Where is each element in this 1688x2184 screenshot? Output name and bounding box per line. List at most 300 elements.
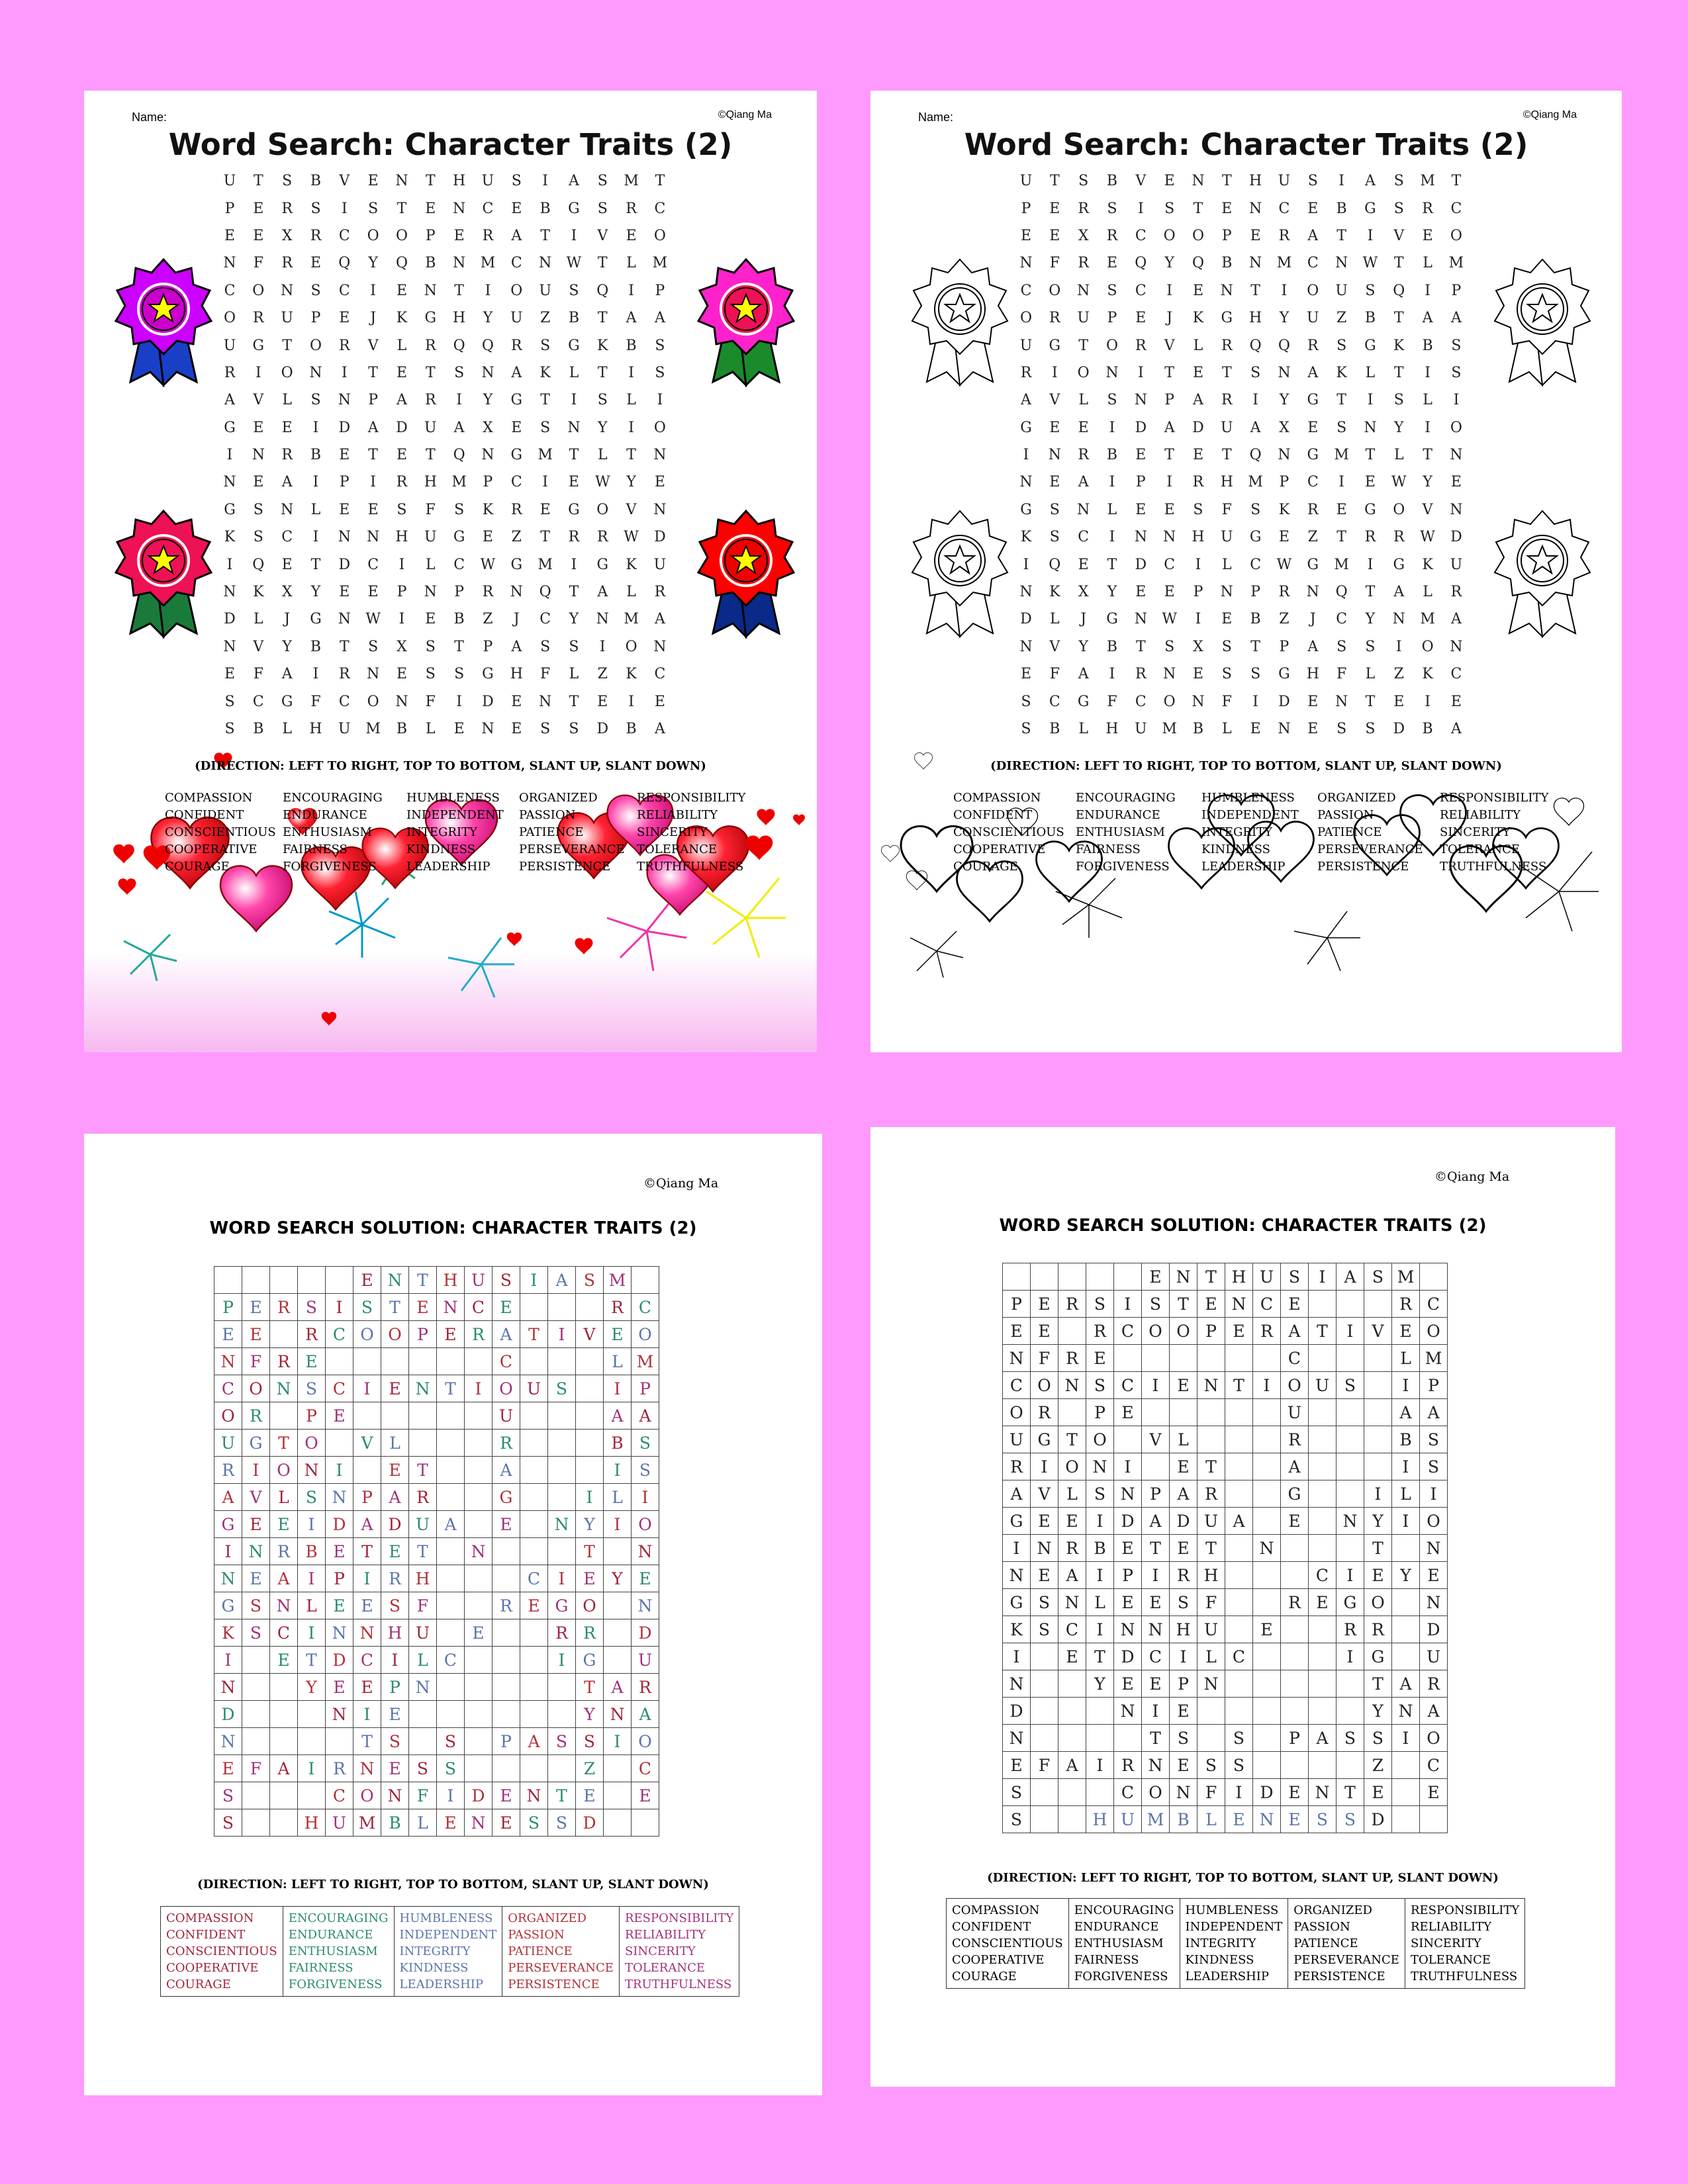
- grid-letter: E: [396, 447, 407, 464]
- solution-cell: I: [1392, 1372, 1420, 1399]
- grid-letter: I: [370, 282, 376, 299]
- grid-letter: G: [310, 611, 322, 628]
- grid-letter: N: [281, 282, 294, 299]
- solution-cell: E: [1058, 1643, 1086, 1670]
- grid-letter: L: [626, 584, 636, 601]
- grid-letter: J: [513, 611, 520, 628]
- solution-cell: T: [576, 1538, 604, 1565]
- solution-cell: [409, 1701, 437, 1728]
- grid-letter: P: [483, 638, 493, 655]
- rosette-icon: [698, 259, 794, 385]
- solution-cell: S: [1420, 1426, 1448, 1453]
- word-item: RELIABILITY: [624, 1928, 706, 1942]
- solution-cell: T: [1170, 1291, 1197, 1318]
- solution-cell: E: [1031, 1318, 1058, 1345]
- solution-cell: A: [1336, 1263, 1364, 1291]
- solution-cell: [492, 1755, 520, 1782]
- grid-letter: O: [1049, 282, 1061, 299]
- solution-cell: A: [353, 1511, 381, 1538]
- grid-letter: L: [597, 447, 608, 464]
- solution-row: [1003, 1426, 1448, 1453]
- grid-letter: G: [568, 337, 580, 354]
- solution-cell: N: [270, 1375, 298, 1402]
- grid-letter: I: [1195, 611, 1201, 628]
- grid-letter: I: [657, 392, 663, 409]
- word-item: ENTHUSIASM: [283, 825, 372, 839]
- grid-letter: Q: [1278, 337, 1290, 354]
- grid-letter: E: [224, 227, 236, 244]
- word-item: ENDURANCE: [288, 1928, 373, 1942]
- grid-letter: T: [1336, 392, 1346, 409]
- grid-letter: N: [1450, 447, 1463, 464]
- grid-letter: I: [399, 556, 405, 573]
- grid-row: [216, 332, 673, 359]
- solution-cell: N: [409, 1674, 437, 1701]
- solution-cell: E: [381, 1538, 409, 1565]
- solution-cell: [1420, 1806, 1448, 1833]
- solution-cell: U: [214, 1430, 242, 1457]
- grid-letter: N: [567, 419, 581, 436]
- solution-row: [214, 1430, 659, 1457]
- grid-letter: K: [539, 364, 551, 381]
- solution-cell: [1170, 1399, 1197, 1426]
- solution-cell: C: [1114, 1372, 1142, 1399]
- grid-letter: I: [255, 364, 261, 381]
- grid-letter: N: [481, 364, 494, 381]
- grid-letter: H: [1105, 721, 1119, 737]
- word-item: HUMBLENESS: [399, 1911, 493, 1925]
- grid-letter: E: [396, 364, 407, 381]
- solution-cell: S: [1170, 1725, 1197, 1752]
- rosette-icon: [116, 259, 211, 385]
- grid-letter: O: [367, 227, 379, 244]
- grid-letter: T: [569, 447, 579, 464]
- grid-row: [1013, 660, 1470, 688]
- solution-cell: S: [298, 1294, 326, 1321]
- word-item: ENCOURAGING: [1076, 791, 1176, 805]
- grid-letter: R: [568, 529, 580, 546]
- grid-letter: P: [1279, 474, 1289, 491]
- solution-cell: I: [1114, 1453, 1142, 1480]
- solution-cell: B: [604, 1430, 632, 1457]
- grid-letter: M: [538, 556, 553, 573]
- grid-letter: R: [339, 337, 350, 354]
- grid-letter: M: [1420, 173, 1435, 190]
- grid-letter: U: [223, 173, 236, 190]
- solution-cell: T: [270, 1430, 298, 1457]
- solution-cell: E: [1114, 1399, 1142, 1426]
- solution-cell: E: [1197, 1291, 1225, 1318]
- word-item: FAIRNESS: [283, 842, 348, 856]
- solution-cell: O: [270, 1457, 298, 1484]
- grid-letter: A: [597, 584, 608, 601]
- grid-letter: T: [540, 392, 550, 409]
- grid-letter: U: [653, 556, 667, 573]
- grid-letter: E: [1307, 200, 1319, 217]
- solution-cell: [1142, 1399, 1170, 1426]
- grid-letter: L: [1221, 721, 1232, 737]
- grid-letter: G: [1364, 200, 1376, 217]
- word-column-3: [1201, 790, 1299, 876]
- solution-cell: G: [1003, 1508, 1031, 1535]
- word-item: ENTHUSIASM: [1074, 1936, 1164, 1950]
- solution-cell: R: [492, 1430, 520, 1457]
- grid-letter: T: [1078, 337, 1088, 354]
- grid-letter: K: [1422, 666, 1433, 683]
- solution-cell: [1225, 1616, 1253, 1643]
- solution-cell: E: [381, 1755, 409, 1782]
- grid-row: [216, 578, 673, 606]
- grid-letter: U: [1077, 310, 1090, 327]
- solution-cell: S: [214, 1782, 242, 1809]
- grid-letter: T: [597, 255, 608, 272]
- solution-cell: [1281, 1752, 1309, 1779]
- solution-row: [1003, 1318, 1448, 1345]
- grid-letter: J: [284, 611, 291, 628]
- word-item: CONFIDENT: [953, 808, 1033, 822]
- grid-letter: C: [654, 666, 666, 683]
- solution-cell: [1392, 1535, 1420, 1562]
- grid-letter: I: [312, 419, 319, 436]
- solution-cell: U: [1309, 1372, 1336, 1399]
- solution-cell: I: [1309, 1263, 1336, 1291]
- grid-letter: F: [1336, 666, 1347, 683]
- solution-cell: O: [1142, 1318, 1170, 1345]
- solution-cell: E: [1281, 1779, 1309, 1806]
- word-item: FAIRNESS: [1076, 842, 1141, 856]
- grid-letter: P: [1250, 584, 1261, 601]
- solution-cell: L: [604, 1484, 632, 1511]
- grid-letter: S: [368, 200, 379, 217]
- letter-grid: [1013, 167, 1470, 743]
- solution-cell: A: [548, 1267, 576, 1294]
- solution-cell: [214, 1267, 242, 1294]
- word-column: [1405, 1899, 1524, 1989]
- solution-cell: [1309, 1698, 1336, 1725]
- grid-letter: S: [1078, 173, 1089, 190]
- solution-cell: [1253, 1643, 1281, 1670]
- grid-letter: C: [654, 200, 666, 217]
- grid-letter: G: [1077, 693, 1090, 710]
- solution-cell: V: [1031, 1480, 1058, 1508]
- solution-cell: M: [1420, 1345, 1448, 1372]
- grid-letter: Y: [483, 310, 493, 327]
- solution-row: [1003, 1670, 1448, 1698]
- grid-letter: E: [1192, 666, 1203, 683]
- grid-letter: F: [539, 666, 551, 683]
- solution-row: [1003, 1752, 1448, 1779]
- grid-letter: S: [569, 282, 579, 299]
- grid-letter: S: [1107, 200, 1117, 217]
- solution-cell: R: [1058, 1345, 1086, 1372]
- solution-cell: [1336, 1670, 1364, 1698]
- solution-cell: H: [1197, 1562, 1225, 1589]
- grid-letter: B: [310, 638, 322, 655]
- solution-row: [1003, 1372, 1448, 1399]
- grid-letter: I: [1338, 474, 1344, 491]
- solution-cell: E: [326, 1674, 353, 1701]
- solution-cell: [1336, 1752, 1364, 1779]
- solution-cell: H: [381, 1619, 409, 1647]
- solution-cell: G: [1281, 1480, 1309, 1508]
- grid-letter: N: [424, 584, 437, 601]
- grid-letter: M: [538, 447, 553, 464]
- solution-cell: E: [1114, 1535, 1142, 1562]
- grid-row: [1013, 332, 1470, 359]
- grid-letter: D: [1450, 529, 1462, 546]
- word-item: PASSION: [508, 1928, 565, 1942]
- grid-letter: A: [1393, 584, 1405, 601]
- solution-cell: I: [1392, 1453, 1420, 1480]
- grid-letter: V: [626, 501, 637, 518]
- grid-letter: A: [511, 364, 522, 381]
- solution-cell: I: [465, 1375, 492, 1402]
- solution-cell: [548, 1538, 576, 1565]
- grid-letter: Z: [511, 529, 522, 546]
- solution-cell: E: [298, 1348, 326, 1375]
- solution-cell: [437, 1674, 465, 1701]
- solution-cell: E: [326, 1402, 353, 1430]
- grid-letter: R: [1307, 501, 1319, 518]
- solution-cell: F: [1197, 1779, 1225, 1806]
- solution-cell: A: [1058, 1752, 1086, 1779]
- solution-cell: E: [1114, 1670, 1142, 1698]
- grid-letter: L: [569, 666, 579, 683]
- word-item: SINCERITY: [624, 1944, 696, 1958]
- word-item: ENDURANCE: [1074, 1920, 1159, 1934]
- solution-cell: R: [492, 1592, 520, 1619]
- solution-row: [214, 1755, 659, 1782]
- solution-cell: C: [1253, 1291, 1281, 1318]
- word-item: PASSION: [1293, 1920, 1350, 1934]
- solution-cell: P: [1114, 1562, 1142, 1589]
- word-column: [947, 1899, 1069, 1989]
- solution-cell: [1364, 1372, 1392, 1399]
- grid-letter: S: [310, 392, 321, 409]
- solution-cell: O: [1170, 1318, 1197, 1345]
- grid-letter: N: [1019, 638, 1033, 655]
- grid-letter: N: [653, 447, 667, 464]
- word-item: PERSEVERANCE: [1317, 842, 1423, 856]
- word-column: [502, 1907, 620, 1997]
- solution-cell: C: [326, 1321, 353, 1348]
- solution-cell: N: [520, 1782, 548, 1809]
- grid-letter: N: [1163, 529, 1176, 546]
- grid-letter: H: [309, 721, 322, 737]
- grid-letter: L: [1423, 392, 1432, 409]
- solution-cell: I: [298, 1755, 326, 1782]
- solution-cell: D: [1114, 1643, 1142, 1670]
- grid-letter: N: [1192, 173, 1205, 190]
- grid-letter: L: [1423, 584, 1432, 601]
- grid-letter: S: [1336, 419, 1347, 436]
- grid-letter: V: [253, 638, 264, 655]
- grid-letter: T: [1221, 447, 1232, 464]
- solution-cell: T: [1058, 1426, 1086, 1453]
- grid-letter: T: [540, 529, 550, 546]
- grid-letter: T: [1193, 200, 1203, 217]
- solution-cell: R: [270, 1348, 298, 1375]
- grid-letter: W: [1162, 611, 1177, 628]
- solution-cell: I: [1392, 1725, 1420, 1752]
- grid-letter: W: [594, 474, 610, 491]
- grid-row: [216, 195, 673, 222]
- grid-letter: G: [1364, 337, 1376, 354]
- solution-cell: N: [381, 1782, 409, 1809]
- solution-cell: B: [1086, 1535, 1114, 1562]
- solution-cell: [492, 1674, 520, 1701]
- grid-letter: C: [1278, 200, 1290, 217]
- solution-cell: D: [381, 1511, 409, 1538]
- solution-cell: N: [214, 1565, 242, 1592]
- word-item: INTEGRITY: [399, 1944, 471, 1958]
- solution-cell: I: [381, 1647, 409, 1674]
- grid-letter: N: [453, 255, 466, 272]
- grid-letter: I: [542, 173, 548, 190]
- grid-letter: Q: [1335, 584, 1348, 601]
- grid-letter: H: [1192, 529, 1205, 546]
- grid-letter: Q: [1249, 447, 1262, 464]
- grid-letter: S: [1451, 337, 1462, 354]
- solution-cell: P: [409, 1321, 437, 1348]
- solution-cell: [326, 1348, 353, 1375]
- solution-cell: N: [326, 1484, 353, 1511]
- grid-letter: T: [425, 447, 436, 464]
- solution-cell: [576, 1294, 604, 1321]
- solution-cell: E: [1253, 1616, 1281, 1643]
- grid-letter: R: [1192, 474, 1204, 491]
- solution-cell: I: [604, 1457, 632, 1484]
- grid-letter: L: [282, 392, 292, 409]
- grid-letter: I: [599, 638, 606, 655]
- solution-cell: T: [353, 1538, 381, 1565]
- grid-letter: E: [482, 529, 493, 546]
- solution-cell: E: [576, 1782, 604, 1809]
- word-item: RESPONSIBILITY: [637, 791, 746, 805]
- solution-cell: [465, 1511, 492, 1538]
- solution-row: [214, 1701, 659, 1728]
- solution-cell: [298, 1782, 326, 1809]
- grid-letter: V: [1135, 173, 1147, 190]
- grid-letter: P: [368, 392, 379, 409]
- solution-cell: [1253, 1752, 1281, 1779]
- grid-letter: U: [281, 310, 293, 327]
- grid-letter: S: [454, 501, 465, 518]
- grid-letter: D: [1020, 611, 1032, 628]
- grid-letter: S: [655, 337, 665, 354]
- grid-letter: I: [1166, 474, 1172, 491]
- grid-letter: E: [1049, 419, 1060, 436]
- solution-cell: S: [1086, 1291, 1114, 1318]
- solution-cell: F: [1197, 1589, 1225, 1616]
- solution-page-color: [84, 1134, 822, 2095]
- grid-row: [216, 441, 673, 469]
- word-item: FORGIVENESS: [288, 1978, 383, 1991]
- grid-letter: V: [597, 227, 608, 244]
- solution-cell: [1281, 1535, 1309, 1562]
- solution-cell: H: [298, 1809, 326, 1837]
- solution-cell: I: [437, 1782, 465, 1809]
- grid-letter: G: [281, 693, 293, 710]
- grid-letter: V: [1049, 392, 1060, 409]
- solution-cell: T: [1086, 1643, 1114, 1670]
- solution-cell: N: [1336, 1508, 1364, 1535]
- grid-letter: N: [1249, 200, 1262, 217]
- solution-cell: S: [1281, 1263, 1309, 1291]
- grid-letter: T: [397, 200, 407, 217]
- word-item: LEADERSHIP: [1201, 860, 1286, 874]
- solution-cell: N: [604, 1701, 632, 1728]
- grid-letter: R: [1020, 364, 1032, 381]
- grid-letter: E: [626, 227, 637, 244]
- solution-cell: B: [298, 1538, 326, 1565]
- solution-cell: [326, 1430, 353, 1457]
- grid-letter: B: [310, 447, 322, 464]
- grid-letter: I: [1195, 556, 1201, 573]
- grid-letter: A: [367, 419, 379, 436]
- solution-cell: [1058, 1779, 1086, 1806]
- solution-cell: R: [1003, 1453, 1031, 1480]
- grid-letter: I: [1023, 447, 1029, 464]
- grid-letter: R: [281, 255, 293, 272]
- solution-cell: [437, 1619, 465, 1647]
- solution-cell: [1336, 1535, 1364, 1562]
- solution-cell: [270, 1809, 298, 1837]
- grid-letter: Y: [483, 392, 493, 409]
- solution-cell: [1114, 1345, 1142, 1372]
- solution-cell: L: [381, 1430, 409, 1457]
- word-item: PERSISTENCE: [1317, 860, 1409, 874]
- grid-row: [1013, 606, 1470, 633]
- solution-cell: I: [1142, 1372, 1170, 1399]
- solution-cell: N: [353, 1755, 381, 1782]
- solution-cell: [353, 1457, 381, 1484]
- grid-letter: S: [368, 638, 379, 655]
- rosette-icon: [116, 511, 211, 637]
- solution-cell: [465, 1701, 492, 1728]
- solution-cell: I: [1225, 1779, 1253, 1806]
- grid-letter: C: [1020, 282, 1032, 299]
- grid-letter: G: [596, 556, 609, 573]
- grid-letter: G: [1364, 501, 1376, 518]
- grid-letter: R: [281, 200, 293, 217]
- grid-letter: D: [654, 529, 666, 546]
- solution-cell: N: [1031, 1535, 1058, 1562]
- solution-cell: I: [1114, 1291, 1142, 1318]
- grid-letter: G: [1221, 310, 1233, 327]
- solution-row: [214, 1457, 659, 1484]
- solution-cell: [604, 1538, 632, 1565]
- solution-cell: [1170, 1345, 1197, 1372]
- solution-cell: O: [1058, 1453, 1086, 1480]
- grid-letter: S: [1164, 638, 1175, 655]
- grid-letter: T: [1365, 693, 1376, 710]
- solution-cell: E: [492, 1782, 520, 1809]
- solution-cell: R: [548, 1619, 576, 1647]
- grid-letter: S: [597, 173, 608, 190]
- grid-letter: A: [654, 721, 665, 737]
- solution-cell: [548, 1484, 576, 1511]
- solution-cell: [465, 1565, 492, 1592]
- grid-letter: R: [1221, 392, 1233, 409]
- grid-letter: S: [224, 721, 235, 737]
- grid-letter: E: [253, 419, 264, 436]
- solution-cell: T: [298, 1647, 326, 1674]
- solution-cell: S: [214, 1809, 242, 1837]
- solution-cell: T: [437, 1375, 465, 1402]
- solution-cell: [1336, 1291, 1364, 1318]
- grid-letter: S: [454, 364, 465, 381]
